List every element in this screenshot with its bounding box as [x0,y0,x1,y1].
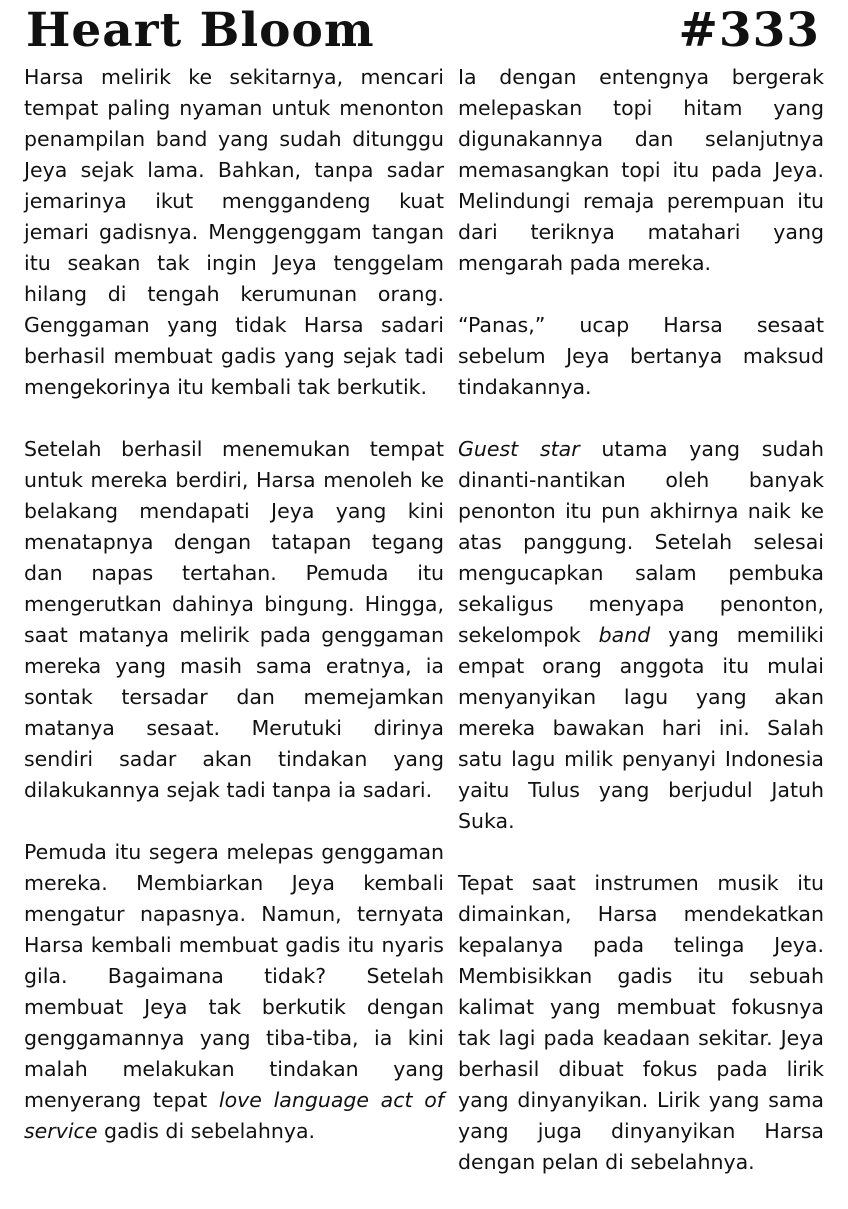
italic-phrase: love language act of service [24,1088,444,1143]
paragraph: Tepat saat instrumen musik itu dimainkan, Harsa mendekatkan kepalanya pada telinga Jeya. Membisikkan gadis itu sebuah kalimat yang membuat fokusnya tak lagi pada keadaan sekitar. Jeya berhasil dibuat fokus pada lirik yang dinyanyikan. Lirik yang sama yang juga dinyanyikan Harsa dengan pelan di sebelahnya. [458,871,824,1174]
paragraph: Harsa melirik ke sekitarnya, mencari tempat paling nyaman untuk menonton penampilan band yang sudah ditunggu Jeya sejak lama. Bahkan, tanpa sadar jemarinya ikut menggandeng kuat jemari gadisnya. Menggenggam tangan itu seakan tak ingin Jeya tenggelam hilang di tengah kerumunan orang. Genggaman yang tidak Harsa sadari berhasil membuat gadis yang sejak tadi mengekorinya itu kembali tak berkutik. [24,65,444,399]
left-column [24,62,444,1209]
italic-phrase: band [598,623,651,647]
page-header [26,2,820,62]
paragraph: “Panas,” ucap Harsa sesaat sebelum Jeya bertanya maksud tindakannya. [458,313,824,399]
paragraph-text: utama yang sudah dinanti-nantikan oleh banyak penonton itu pun akhirnya naik ke atas panggung. Setelah selesai mengucapkan salam pembuka sekaligus menyapa penonton, sekelompok [458,437,824,647]
paragraph-text: yang memiliki empat orang anggota itu mulai menyanyikan lagu yang akan mereka bawakan hari ini. Salah satu lagu milik penyanyi Indonesia yaitu Tulus yang berjudul Jatuh Suka. [458,623,824,833]
paragraph-text: Pemuda itu segera melepas genggaman mereka. Membiarkan Jeya kembali mengatur napasnya. Namun, ternyata Harsa kembali membuat gadis itu nyaris gila. Bagaimana tidak? Setelah membuat Jeya tak berkutik dengan genggamannya yang tiba-tiba, ia kini malah melakukan tindakan yang menyerang tepat [24,840,444,1112]
paragraph-text: gadis di sebelahnya. [97,1119,316,1143]
paragraph [24,837,444,1147]
paragraph: Setelah berhasil menemukan tempat untuk mereka berdiri, Harsa menoleh ke belakang mendapati Jeya yang kini menatapnya dengan tatapan tegang dan napas tertahan. Pemuda itu mengerutkan dahinya bingung. Hingga, saat matanya melirik pada genggaman mereka yang masih sama eratnya, ia sontak tersadar dan memejamkan matanya sesaat. Merutuki dirinya sendiri sadar akan tindakan yang dilakukannya sejak tadi tanpa ia sadari. [24,437,444,802]
story-title: Heart Bloom [26,3,375,58]
paragraph: Ia dengan entengnya bergerak melepaskan topi hitam yang digunakannya dan selanjutnya memasangkan topi itu pada Jeya. Melindungi remaja perempuan itu dari teriknya matahari yang mengarah pada mereka. [458,65,824,275]
italic-phrase: Guest star [458,437,580,461]
right-column [458,62,824,1209]
chapter-number: #333 [678,3,820,58]
paragraph [458,434,824,837]
text-columns [24,62,824,1209]
